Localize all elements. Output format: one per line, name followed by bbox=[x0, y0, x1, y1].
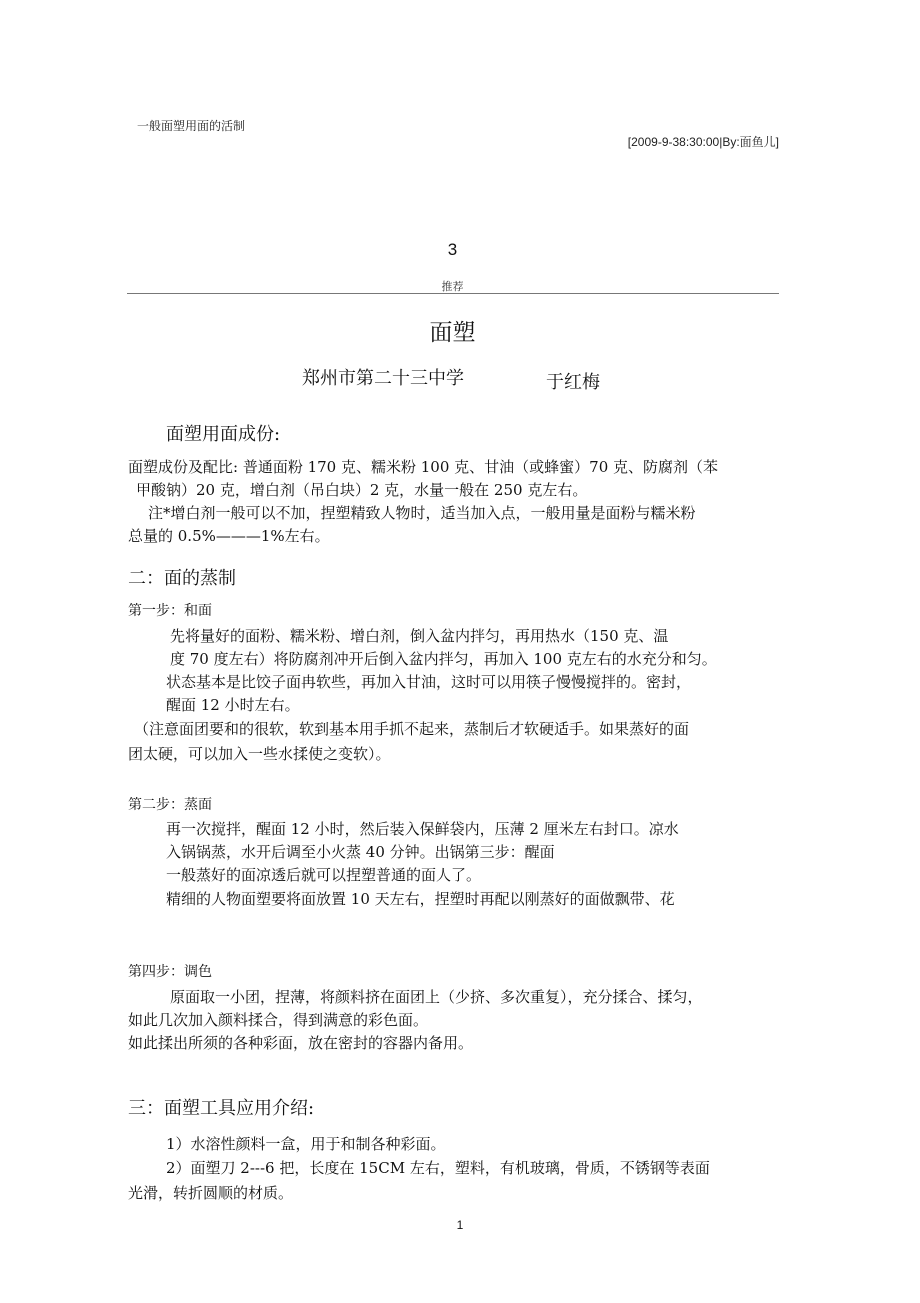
paragraph-line: 如此几次加入颜料揉合，得到满意的彩色面。 bbox=[128, 1011, 429, 1029]
step-label-coloring: 第四步：调色 bbox=[128, 964, 212, 980]
paragraph-line: 总量的 0.5%———1%左右。 bbox=[128, 527, 330, 545]
paragraph-line: 团太硬，可以加入一些水揉使之变软）。 bbox=[128, 745, 391, 763]
paragraph-line: 光滑，转折圆顺的材质。 bbox=[128, 1184, 294, 1202]
page-number: 1 bbox=[456, 1218, 464, 1232]
paragraph-line: （注意面团要和的很软，软到基本用手抓不起来，蒸制后才软硬适手。如果蒸好的面 bbox=[134, 720, 690, 738]
author-name: 于红梅 bbox=[546, 372, 600, 393]
section-heading-ingredients: 面塑用面成份: bbox=[166, 424, 281, 445]
paragraph-line: 2）面塑刀 2---6 把，长度在 15CM 左右，塑料，有机玻璃，骨质，不锈钢等表面 bbox=[166, 1159, 710, 1177]
section-heading-steaming: 二：面的蒸制 bbox=[128, 568, 236, 589]
document-header-title: 一般面塑用面的活制 bbox=[137, 119, 246, 133]
paragraph-line: 入锅锅蒸，水开后调至小火蒸 40 分钟。出锅第三步：醒面 bbox=[166, 843, 555, 861]
paragraph-line: 1）水溶性颜料一盒，用于和制各种彩面。 bbox=[166, 1135, 446, 1153]
paragraph-line: 状态基本是比饺子面冉软些，再加入甘油，这时可以用筷子慢慢搅拌的。密封， bbox=[166, 673, 692, 691]
paragraph-line: 面塑成份及配比: 普通面粉 170 克、糯米粉 100 克、甘油（或蜂蜜）70 克、防腐剂（苯 bbox=[128, 458, 719, 476]
paragraph-line: 醒面 12 小时左右。 bbox=[166, 696, 300, 714]
author-school: 郑州市第二十三中学 bbox=[302, 368, 464, 389]
document-header-meta: [2009-9-38:30:00|By:面鱼儿] bbox=[627, 135, 779, 149]
paragraph-line: 甲酸钠）20 克，增白剂（吊白块）2 克，水量一般在 250 克左右。 bbox=[136, 481, 588, 499]
paragraph-line: 再一次搅拌，醒面 12 小时，然后装入保鲜袋内，压薄 2 厘米左右封口。凉水 bbox=[166, 820, 679, 838]
step-label-mixing: 第一步：和面 bbox=[128, 603, 212, 619]
recommend-count: 3 bbox=[447, 240, 458, 259]
paragraph-line: 度 70 度左右）将防腐剂冲开后倒入盆内拌匀，再加入 100 克左右的水充分和匀。 bbox=[170, 650, 717, 668]
recommend-label: 推荐 bbox=[441, 280, 464, 293]
article-title: 面塑 bbox=[429, 320, 476, 346]
paragraph-line: 精细的人物面塑要将面放置 10 天左右，捏塑时再配以刚蒸好的面做飘带、花 bbox=[166, 890, 675, 908]
paragraph-line: 先将量好的面粉、糯米粉、增白剂，倒入盆内拌匀，再用热水（150 克、温 bbox=[170, 627, 669, 645]
header-divider bbox=[127, 293, 779, 294]
section-heading-tools: 三：面塑工具应用介绍: bbox=[128, 1098, 315, 1119]
paragraph-line: 如此揉出所须的各种彩面，放在密封的容器内备用。 bbox=[128, 1034, 474, 1052]
paragraph-line: 原面取一小团，捏薄，将颜料挤在面团上（少挤、多次重复），充分揉合、揉匀， bbox=[170, 988, 703, 1006]
step-label-steam: 第二步：蒸面 bbox=[128, 797, 212, 813]
paragraph-line: 一般蒸好的面凉透后就可以捏塑普通的面人了。 bbox=[166, 866, 482, 884]
paragraph-line: 注*增白剂一般可以不加，捏塑精致人物时，适当加入点，一般用量是面粉与糯米粉 bbox=[148, 504, 696, 522]
